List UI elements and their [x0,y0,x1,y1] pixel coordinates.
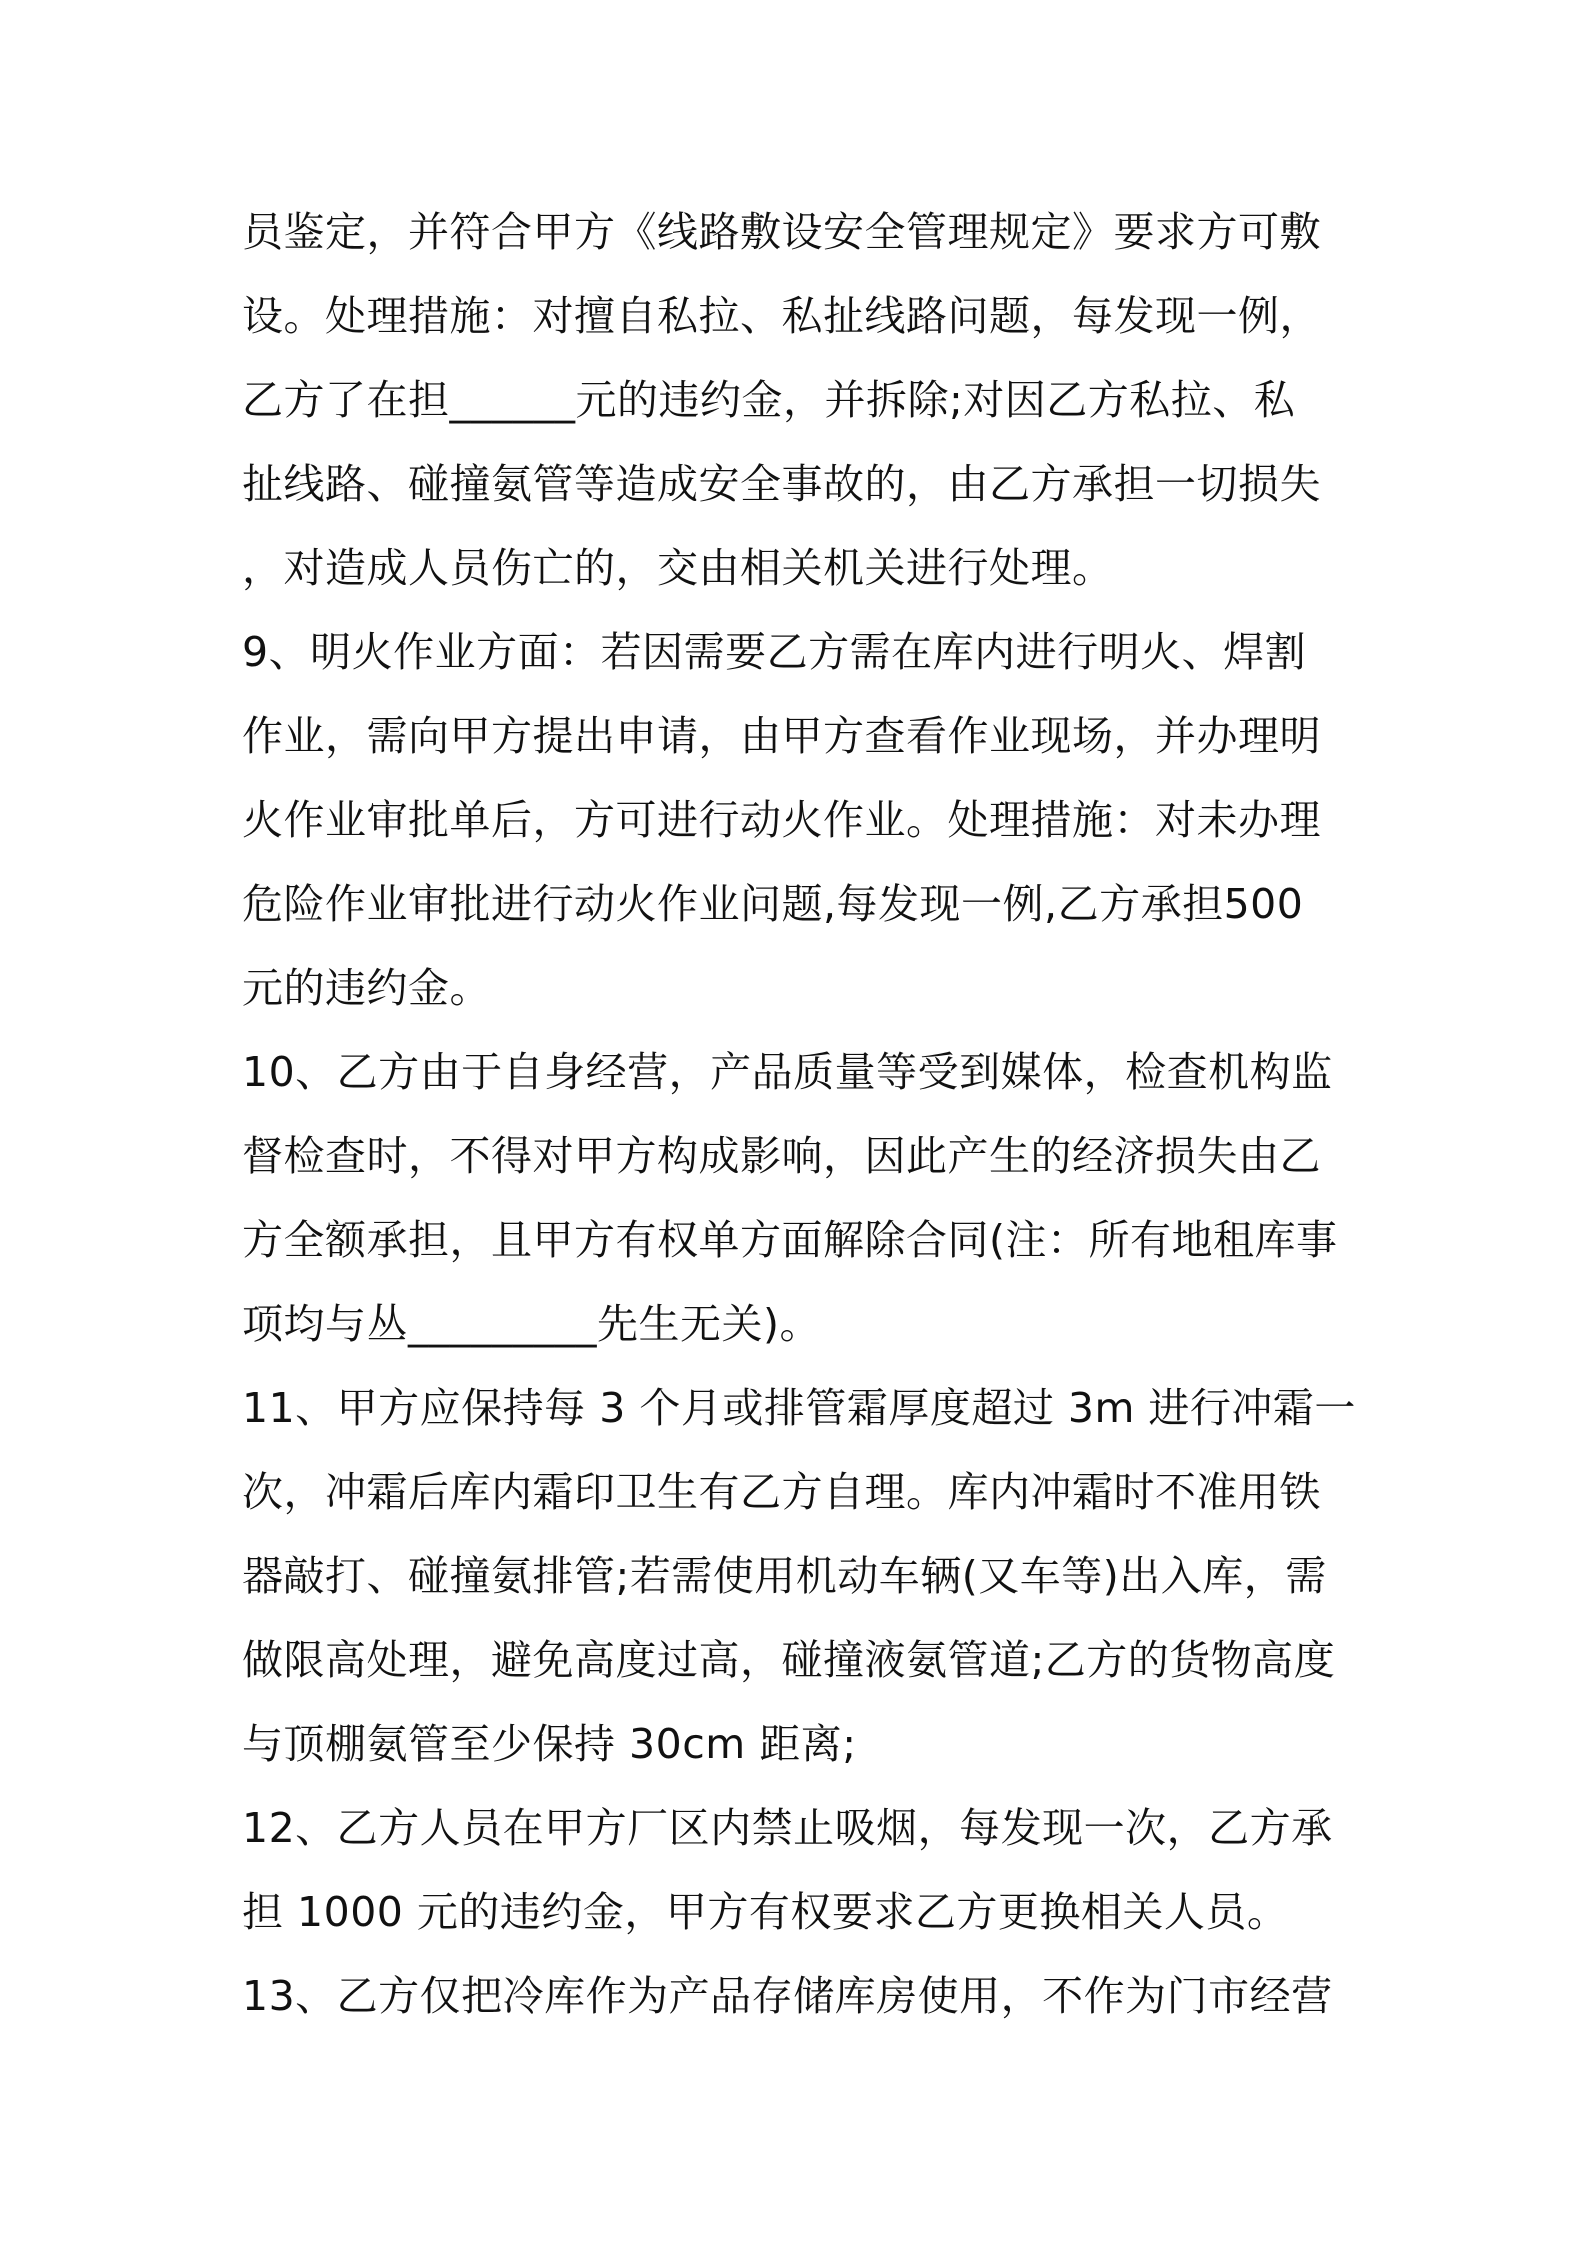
text-line: 元的违约金。 [242,964,491,1012]
text-line: 做限高处理，避免高度过高，碰撞液氨管道;乙方的货物高度 [242,1636,1336,1684]
text-line: 火作业审批单后，方可进行动火作业。处理措施：对未办理 [242,796,1321,844]
text-line: 扯线路、碰撞氨管等造成安全事故的，由乙方承担一切损失 [242,460,1321,508]
text-line: ，对造成人员伤亡的，交由相关机关进行处理。 [242,544,1114,592]
text-line: 督检查时，不得对甲方构成影响，因此产生的经济损失由乙 [242,1132,1321,1180]
text-line: 12、乙方人员在甲方厂区内禁止吸烟，每发现一次，乙方承 [242,1804,1333,1852]
text-line: 方全额承担，且甲方有权单方面解除合同(注：所有地租库事 [242,1216,1338,1264]
text-line: 10、乙方由于自身经营，产品质量等受到媒体，检查机构监 [242,1048,1333,1096]
text-line: 担 1000 元的违约金，甲方有权要求乙方更换相关人员。 [242,1888,1289,1936]
text-line: 与顶棚氨管至少保持 30cm 距离; [242,1720,857,1768]
text-line: 项均与丛_________先生无关)。 [242,1300,821,1348]
text-line: 作业，需向甲方提出申请，由甲方查看作业现场，并办理明 [242,712,1321,760]
text-line: 设。处理措施：对擅自私拉、私扯线路问题，每发现一例， [242,292,1321,340]
contract-text [242,190,1362,2038]
text-line: 13、乙方仅把冷库作为产品存储库房使用，不作为门市经营 [242,1972,1333,2020]
text-line: 危险作业审批进行动火作业问题,每发现一例,乙方承担500 [242,880,1304,928]
text-line: 乙方了在担______元的违约金，并拆除;对因乙方私拉、私 [242,376,1296,424]
text-line: 11、甲方应保持每 3 个月或排管霜厚度超过 3m 进行冲霜一 [242,1384,1356,1432]
text-line: 员鉴定，并符合甲方《线路敷设安全管理规定》要求方可敷 [242,208,1321,256]
text-line: 9、明火作业方面：若因需要乙方需在库内进行明火、焊割 [242,628,1307,676]
text-line: 器敲打、碰撞氨排管;若需使用机动车辆(又车等)出入库，需 [242,1552,1327,1600]
text-line: 次，冲霜后库内霜印卫生有乙方自理。库内冲霜时不准用铁 [242,1468,1321,1516]
